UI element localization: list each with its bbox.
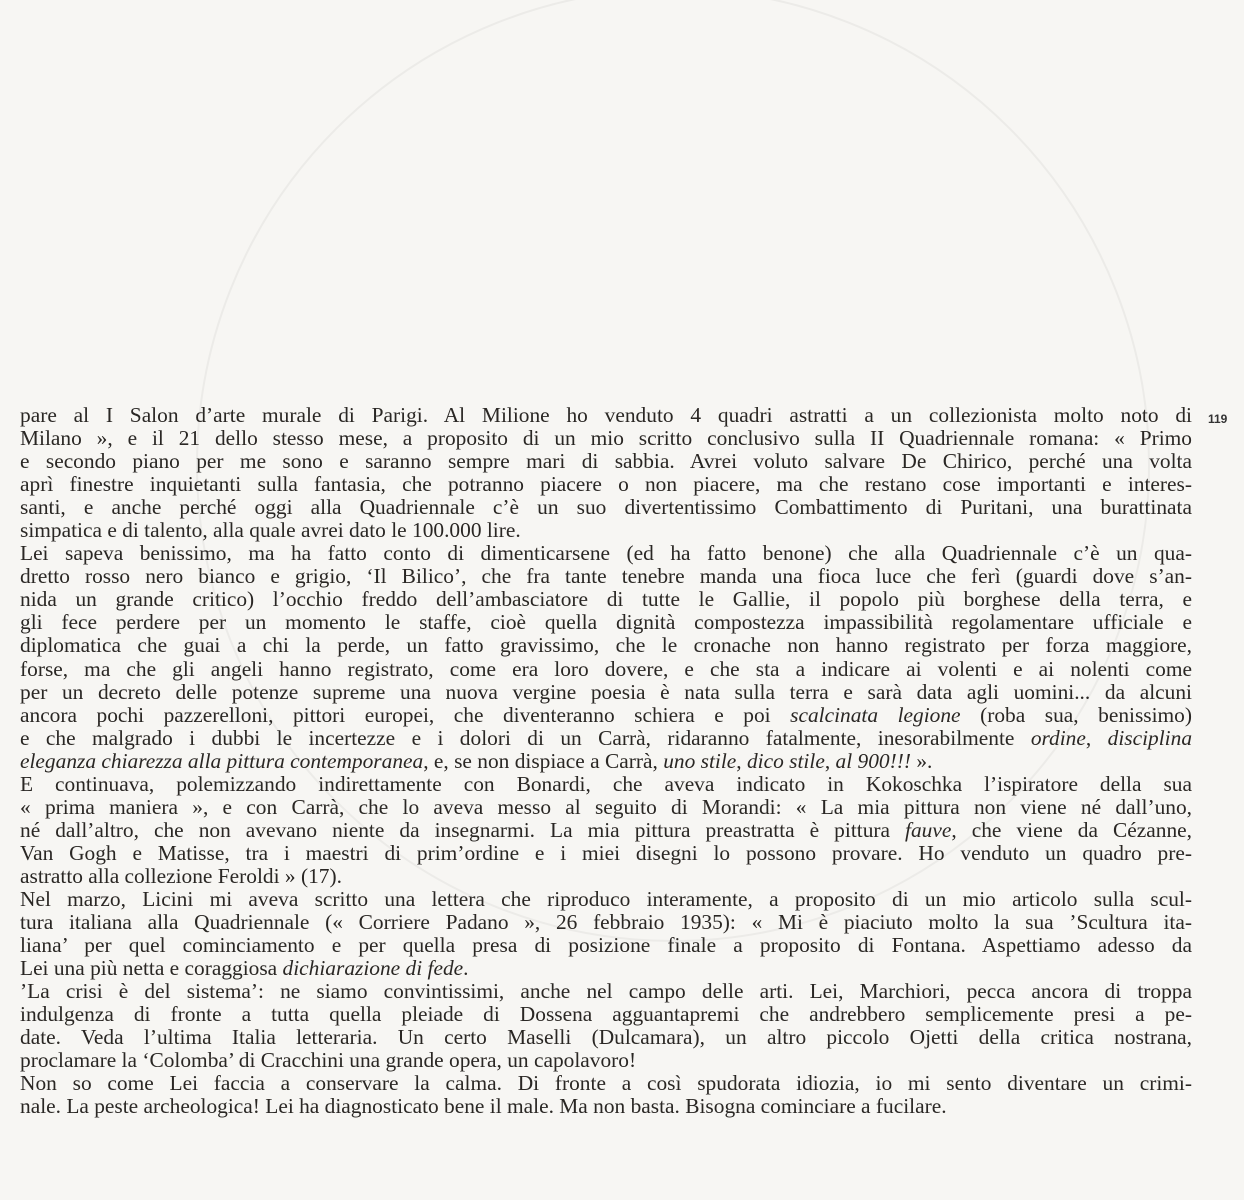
text-line: per un decreto delle potenze supreme una nuova vergine poesia è nata sulla terra e sarà data agli uomini... da alcuni [20, 679, 1192, 704]
italic-phrase: uno stile [663, 748, 737, 773]
text-line: simpatica e di talento, alla quale avrei dato le 100.000 lire. [20, 518, 521, 543]
italic-phrase: dico stile [746, 748, 825, 773]
text-line: eleganza chiarezza alla pittura contemporanea, e, se non dispiace a Carrà, uno stile, dico stile, al 900!!! ». [20, 748, 933, 773]
body-text [20, 404, 1192, 1118]
text-line: E continuava, polemizzando indirettamente con Bonardi, che aveva indicato in Kokoschka l’ispiratore della sua [20, 771, 1192, 796]
text-line: Milano », e il 21 dello stesso mese, a proposito di un mio scritto conclusivo sulla II Quadriennale romana: « Primo [20, 426, 1192, 451]
text-line: diplomatica che guai a chi la perde, un fatto gravissimo, che le cronache non hanno registrato per forza maggiore, [20, 633, 1192, 658]
italic-phrase: al 900!!! [835, 748, 911, 773]
text-line: e che malgrado i dubbi le incertezze e i dolori di un Carrà, ridaranno fatalmente, inesorabilmente ordine, disciplina [20, 725, 1193, 750]
text-line: date. Veda l’ultima Italia letteraria. Un certo Maselli (Dulcamara), un altro piccolo Ojetti della critica nostrana, [20, 1025, 1192, 1050]
text-line: forse, ma che gli angeli hanno registrato, come era loro dovere, e che sta a indicare ai volenti e ai nolenti come [20, 656, 1192, 681]
page-number: 119 [1208, 412, 1228, 426]
text-line: santi, e anche perché oggi alla Quadriennale c’è un suo divertentissimo Combattimento di Puritani, una burattinata [20, 495, 1192, 520]
text-line: Lei sapeva benissimo, ma ha fatto conto di dimenticarsene (ed ha fatto benone) che alla Quadriennale c’è un qua- [20, 541, 1192, 566]
text-line: Non so come Lei faccia a conservare la calma. Di fronte a così spudorata idiozia, io mi sento diventare un crimi- [20, 1071, 1192, 1096]
text-line: indulgenza di fronte a tutta quella pleiade di Dossena agguantapremi che andrebbero semplicemente presi a pe- [20, 1002, 1192, 1027]
text-line: « prima maniera », e con Carrà, che lo aveva messo al seguito di Morandi: « La mia pittura non viene né dall’uno, [20, 794, 1192, 819]
text-line: gli fece perdere per un momento le staffe, cioè quella dignità compostezza impassibilità regolamentare ufficiale e [20, 610, 1192, 635]
text-line: Lei una più netta e coraggiosa dichiarazione di fede. [20, 956, 469, 981]
text-line: proclamare la ‘Colomba’ di Cracchini una grande opera, un capolavoro! [20, 1048, 637, 1073]
text-line: tura italiana alla Quadriennale (« Corriere Padano », 26 febbraio 1935): « Mi è piaciuto molto la sua ’Scultura ita- [20, 910, 1192, 935]
text-line: né dall’altro, che non avevano niente da insegnarmi. La mia pittura preastratta è pittura fauve, che viene da Cézanne, [20, 817, 1192, 842]
text-line: Nel marzo, Licini mi aveva scritto una lettera che riproduco interamente, a proposito di un mio articolo sulla scul- [20, 886, 1192, 911]
text-line: ’La crisi è del sistema’: ne siamo convintissimi, anche nel campo delle arti. Lei, Marchiori, pecca ancora di troppa [20, 979, 1192, 1004]
italic-phrase: scalcinata legione [790, 702, 961, 727]
text-line: nida un grande critico) l’occhio freddo dell’ambasciatore di tutte le Gallie, il popolo più borghese della terra, e [20, 587, 1192, 612]
italic-phrase: ordine [1030, 725, 1086, 750]
italic-phrase: dichiarazione di fede [282, 956, 464, 981]
text-line: astratto alla collezione Feroldi » (17). [20, 863, 342, 888]
italic-phrase: fauve [905, 817, 952, 842]
text-line: nale. La peste archeologica! Lei ha diagnosticato bene il male. Ma non basta. Bisogna cominciare a fucilare. [20, 1094, 947, 1119]
text-line: aprì finestre inquietanti sulla fantasia, che potranno piacere o non piacere, ma che restano cose importanti e interes- [20, 472, 1192, 497]
text-line: pare al I Salon d’arte murale di Parigi. Al Milione ho venduto 4 quadri astratti a un collezionista molto noto di [20, 403, 1192, 427]
text-line: Van Gogh e Matisse, tra i maestri di prim’ordine e i miei disegni lo possono provare. Ho venduto un quadro pre- [20, 840, 1192, 865]
text-line: liana’ per quel cominciamento e per quella presa di posizione finale a proposito di Fontana. Aspettiamo adesso da [20, 933, 1192, 958]
text-line: ancora pochi pazzerelloni, pittori europei, che diventeranno schiera e poi scalcinata legione (roba sua, benissimo) [20, 702, 1193, 727]
text-line: dretto rosso nero bianco e grigio, ‘Il Bilico’, che fra tante tenebre manda una fioca luce che ferì (guardi dove s’an- [20, 564, 1192, 589]
italic-phrase: eleganza chiarezza alla pittura contemporanea [20, 748, 424, 773]
italic-phrase: disciplina [1107, 725, 1193, 750]
text-line: e secondo piano per me sono e saranno sempre mari di sabbia. Avrei voluto salvare De Chirico, perché una volta [20, 449, 1192, 474]
